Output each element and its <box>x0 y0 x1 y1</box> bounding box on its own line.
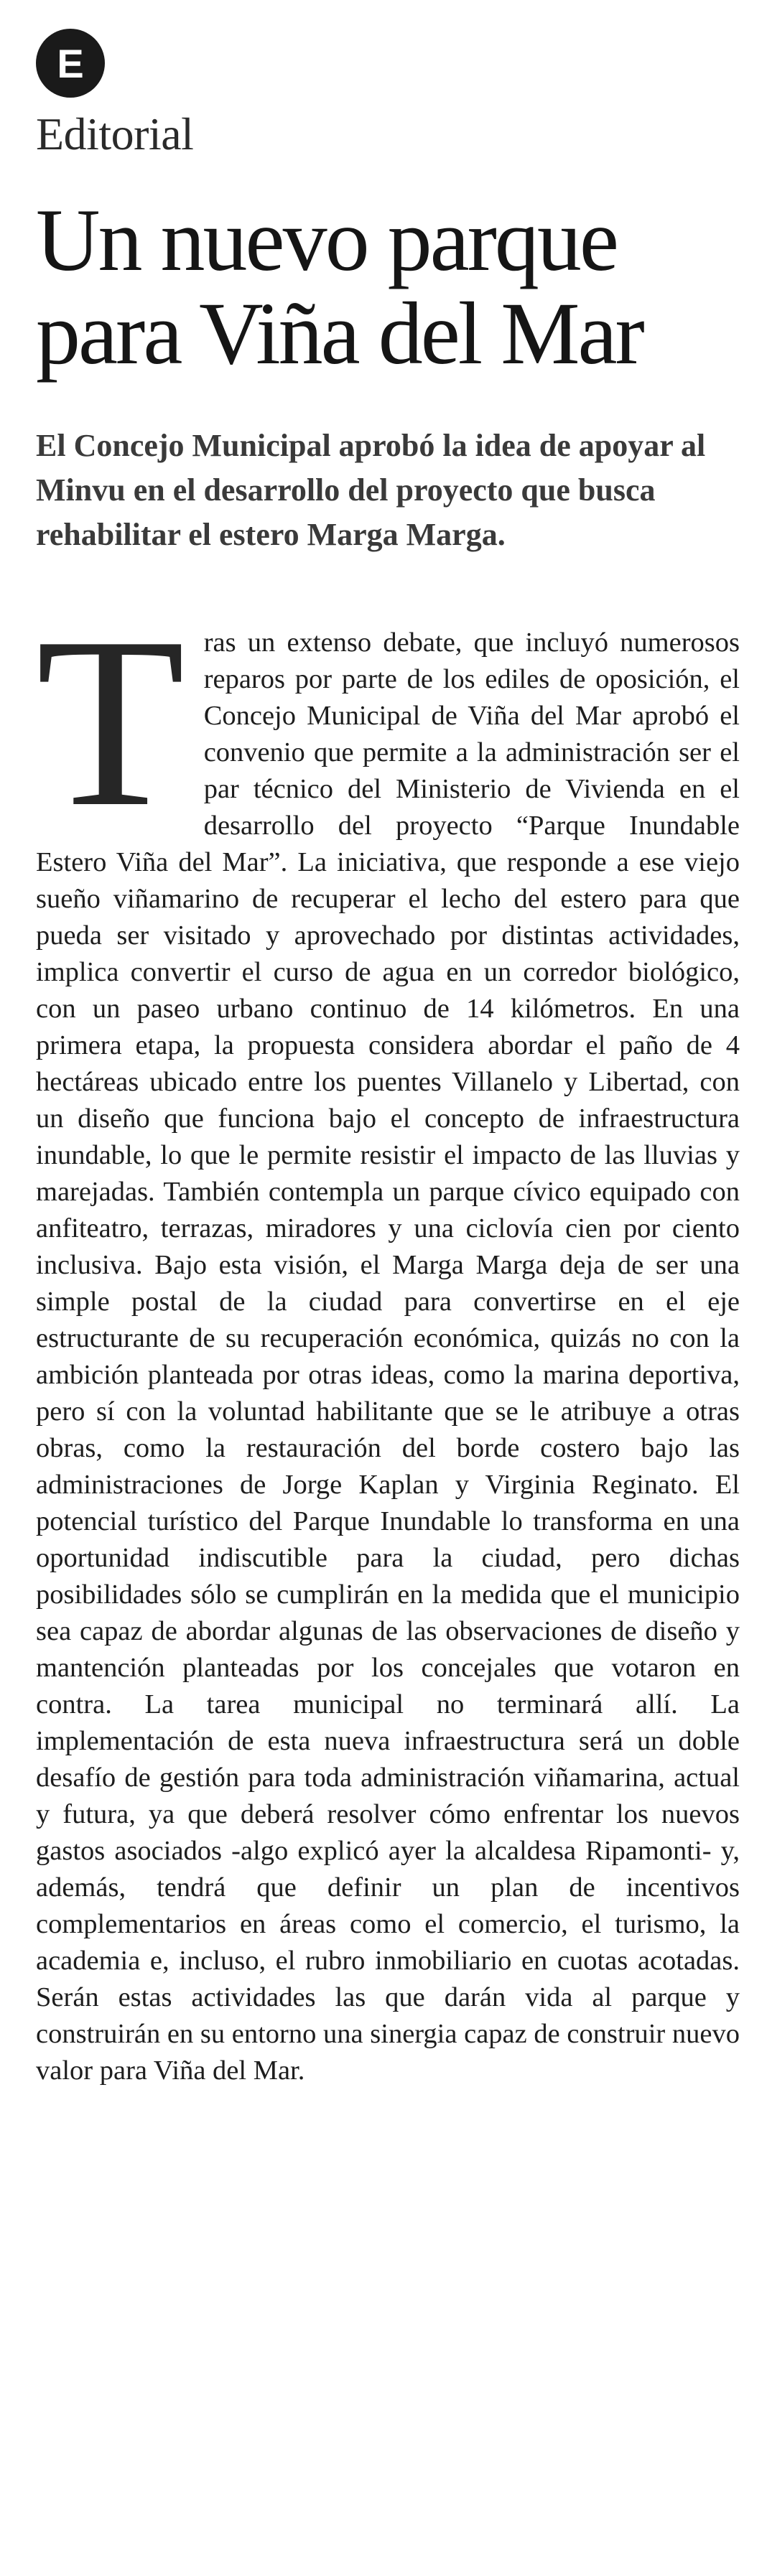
drop-cap: T <box>36 587 185 857</box>
article-body-text: ras un extenso debate, que incluyó numerosos reparos por parte de los ediles de oposición, el Concejo Municipal de Viña del Mar aprobó el convenio que permite a la administración ser el par técnico del Ministerio de Vivienda en el desarrollo del proyecto “Parque Inundable Estero Viña del Mar”. La iniciativa, que responde a ese viejo sueño viñamarino de recuperar el lecho del estero para que pueda ser visitado y aprovechado por distintas actividades, implica convertir el curso de agua en un corredor biológico, con un paseo urbano continuo de 14 kilómetros. En una primera etapa, la propuesta considera abordar el paño de 4 hectáreas ubicado entre los puentes Villanelo y Libertad, con un diseño que funciona bajo el concepto de infraestructura inundable, lo que le permite resistir el impacto de las lluvias y marejadas. También contempla un parque cívico equipado con anfiteatro, terrazas, miradores y una ciclovía cien por ciento inclusiva. Bajo esta visión, el Marga Marga deja de ser una simple postal de la ciudad para convertirse en el eje estructurante de su recuperación económica, quizás no con la ambición planteada por otras ideas, como la marina deportiva, pero sí con la voluntad habilitante que se le atribuye a otras obras, como la restauración del borde costero bajo las administraciones de Jorge Kaplan y Virginia Reginato. El potencial turístico del Parque Inundable lo transforma en una oportunidad indiscutible para la ciudad, pero dichas posibilidades sólo se cumplirán en la medida que el municipio sea capaz de abordar algunas de las observaciones de diseño y mantención planteadas por los concejales que votaron en contra. La tarea municipal no terminará allí. La implementación de esta nueva infraestructura será un doble desafío de gestión para toda administración viñamarina, actual y futura, ya que deberá resolver cómo enfrentar los nuevos gastos asociados -algo explicó ayer la alcaldesa Ripamonti- y, además, tendrá que definir un plan de incentivos complementarios en áreas como el comercio, el turismo, la academia e, incluso, el rubro inmobiliario en cuotas acotadas. Serán estas actividades las que darán vida al parque y construirán en su entorno una sinergia capaz de construir nuevo valor para Viña del Mar. <box>36 627 740 2086</box>
article-subheadline: El Concejo Municipal aprobó la idea de apoyar al Minvu en el desarrollo del proyecto que busca rehabilitar el estero Marga Marga. <box>36 428 706 552</box>
article-headline: Un nuevo parque para Viña del Mar <box>36 191 643 383</box>
section-label: Editorial <box>36 108 194 159</box>
section-badge: E <box>36 29 105 98</box>
article-body <box>36 587 740 2089</box>
